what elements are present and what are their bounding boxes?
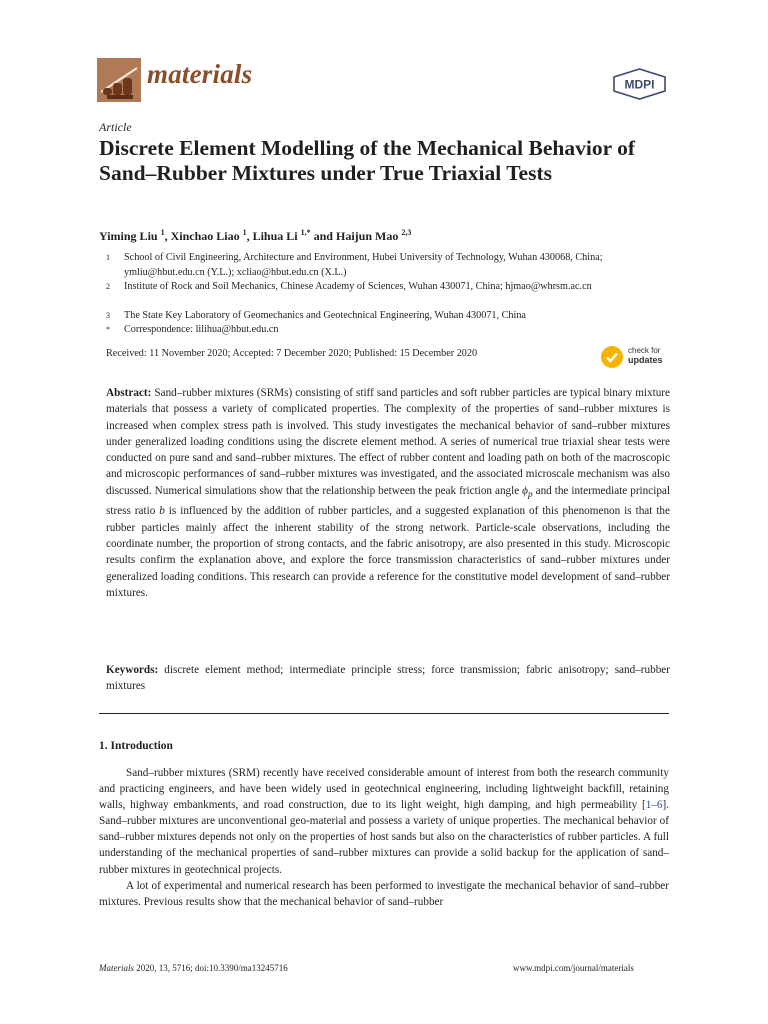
keywords bbox=[106, 662, 670, 695]
abstract-label: Abstract: bbox=[106, 387, 152, 399]
paragraph bbox=[99, 765, 669, 878]
affiliation-mark: 3 bbox=[106, 311, 110, 320]
affiliation-1 bbox=[99, 250, 659, 280]
affiliation-text: School of Civil Engineering, Architecture and Environment, Hubei University of Technology, Wuhan 430068, China; ymliu@hbut.edu.cn (Y.L.); xcliao@hbut.edu.cn (X.L.) bbox=[124, 252, 603, 278]
footer-url[interactable]: www.mdpi.com/journal/materials bbox=[513, 963, 634, 973]
author-name: Haijun Mao bbox=[335, 229, 399, 243]
keywords-text: discrete element method; intermediate principle stress; force transmission; fabric anisotropy; sand–rubber mixtures bbox=[106, 664, 671, 693]
correspondence bbox=[99, 322, 659, 337]
keywords-label: Keywords: bbox=[106, 664, 159, 676]
author-separator: and bbox=[310, 229, 336, 243]
author-separator: , bbox=[246, 229, 253, 243]
affiliation-text: Correspondence: lilihua@hbut.edu.cn bbox=[124, 324, 279, 335]
abstract bbox=[106, 385, 670, 601]
footer-journal: Materials bbox=[99, 963, 134, 973]
abstract-text: Sand–rubber mixtures (SRMs) consisting of stiff sand particles and soft rubber particles are typical binary mixture materials that possess a variety of complicated properties. The complexity of the properties of sand–rubber mixtures is increased when complex stress path is involved. This study investigates the mechanical behavior of sand–rubber mixtures under generalized loading conditions using the discrete element method. A series of numerical true triaxial shear tests were conducted on pure sand and sand–rubber mixtures. The effect of rubber content and loading path on both of the macroscopic and microscopic performances of sand–rubber mixtures was investigated, and the associated microscale mechanism was also discussed. Numerical simulations show that the relationship between the peak friction angle bbox=[106, 387, 670, 497]
author-name: Lihua Li bbox=[252, 229, 298, 243]
paragraph-text: Sand–rubber mixtures (SRM) recently have received considerable amount of interest from both the research community and practicing engineers, and have been widely used in geotechnical engineering, including lightweight backfill, retaining walls, highway embankments, and road construction, due to its light weight, high damping, and high permeability [ bbox=[99, 767, 669, 812]
abstract-text: is influenced by the addition of rubber particles, and a suggested explanation of this phenomenon is that the rubber particles mainly affect the inherent stability of the strong network. Particle-scale observations, including the coordinate number, the proportion of strong contacts, and the fabric anisotropy, are also presented in this study. Microscopic results confirm the explanation above, and explore the force transmission characteristics of sand–rubber mixtures under generalized loading conditions. This research can provide a reference for the constitutive model development of sand–rubber mixtures. bbox=[106, 505, 670, 599]
check-updates-label: check for bbox=[628, 346, 661, 355]
author-name: Xinchao Liao bbox=[170, 229, 240, 243]
check-for-updates-badge[interactable] bbox=[601, 344, 671, 370]
affiliation-2 bbox=[99, 279, 659, 309]
phi-symbol: ϕ bbox=[522, 484, 528, 497]
affiliation-3 bbox=[99, 308, 659, 323]
publisher-name: MDPI bbox=[624, 77, 655, 92]
check-updates-icon bbox=[601, 346, 623, 368]
affiliation-mark: 1 bbox=[106, 253, 110, 262]
affiliation-text: Institute of Rock and Soil Mechanics, Chinese Academy of Sciences, Wuhan 430071, China; hjmao@whrsm.ac.cn bbox=[124, 281, 592, 292]
affiliation-mark: 2 bbox=[106, 282, 110, 291]
author-name: Yiming Liu bbox=[99, 229, 158, 243]
paragraph-text: ]. Sand–rubber mixtures are unconventional geo-material and possess a variety of unique properties. The mechanical behavior of sand–rubber mixtures depends not only on the properties of host sands but also on the characteristics of rubber particles. A full understanding of the mechanical properties of sand–rubber mixtures can provide a solid backup for the application of sand–rubber mixtures in geotechnical projects. bbox=[99, 799, 669, 876]
author-affiliation-mark: 1,* bbox=[300, 228, 311, 237]
introduction-body bbox=[99, 765, 669, 910]
journal-name: materials bbox=[147, 59, 253, 89]
citation-link[interactable]: 1–6 bbox=[645, 799, 663, 812]
check-updates-label-bold: updates bbox=[628, 355, 663, 365]
author-separator: , bbox=[164, 229, 171, 243]
author-affiliation-mark: 1 bbox=[160, 228, 165, 237]
b-symbol: b bbox=[159, 505, 165, 518]
article-type: Article bbox=[99, 120, 132, 134]
author-affiliation-mark: 2,3 bbox=[401, 228, 412, 237]
abstract-text: and the intermediate principal stress ratio bbox=[106, 484, 670, 518]
footer-citation-text: 2020, 13, 5716; doi:10.3390/ma13245716 bbox=[134, 963, 288, 973]
article-title: Discrete Element Modelling of the Mechanical Behavior of Sand–Rubber Mixtures under True Triaxial Tests bbox=[99, 136, 636, 185]
footer-citation bbox=[99, 963, 288, 973]
author-list bbox=[99, 228, 411, 244]
section-divider bbox=[99, 713, 669, 714]
paragraph: A lot of experimental and numerical research has been performed to investigate the mechanical behavior of sand–rubber mixtures. Previous results show that the mechanical behavior of sand–rubber bbox=[99, 879, 669, 908]
section-heading: 1. Introduction bbox=[99, 740, 173, 752]
author-affiliation-mark: 1 bbox=[242, 228, 247, 237]
affiliation-text: The State Key Laboratory of Geomechanics and Geotechnical Engineering, Wuhan 430071, China bbox=[124, 310, 526, 321]
journal-logo bbox=[97, 58, 141, 102]
mdpi-logo bbox=[612, 68, 667, 100]
publication-dates: Received: 11 November 2020; Accepted: 7 December 2020; Published: 15 December 2020 bbox=[106, 348, 478, 359]
affiliation-mark: * bbox=[106, 325, 110, 334]
phi-subscript: p bbox=[527, 490, 533, 501]
